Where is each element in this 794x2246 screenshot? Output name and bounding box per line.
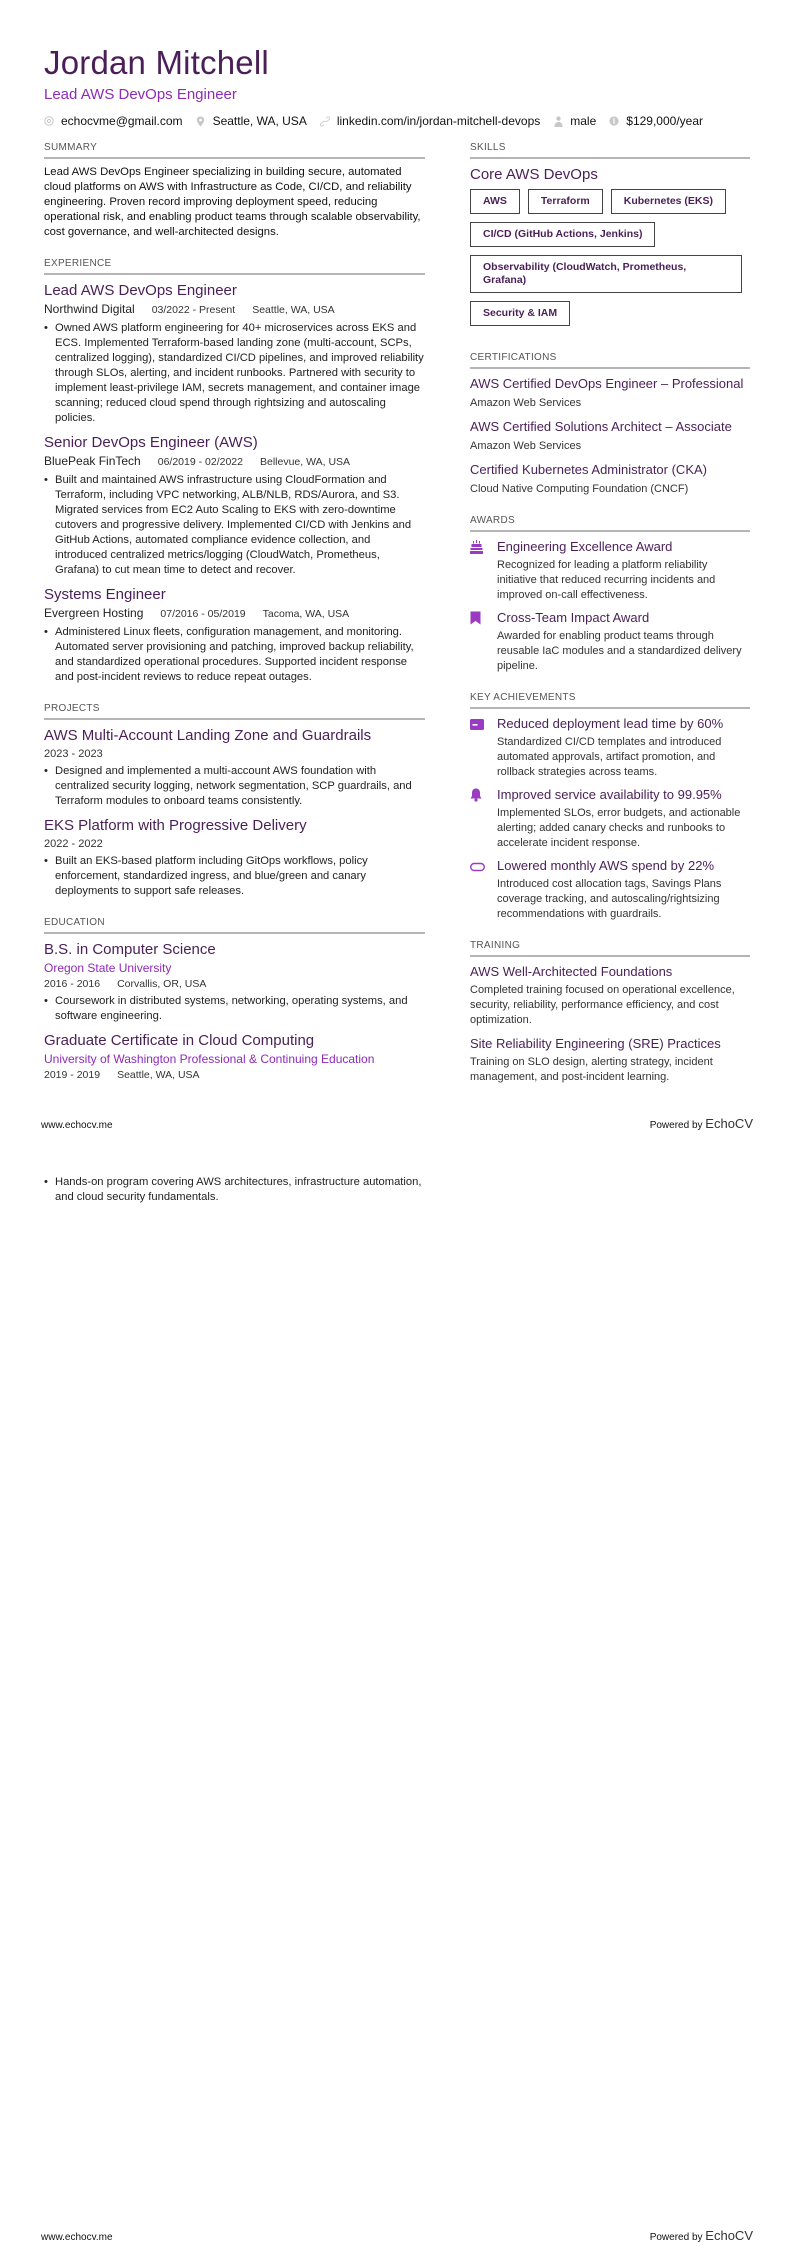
bullet-icon: •	[44, 855, 48, 867]
person-icon	[553, 116, 563, 126]
education-heading: EDUCATION	[44, 917, 105, 928]
achievement-description: Introduced cost allocation tags, Savings Plans coverage tracking, and autoscaling/rightsizing recommendations with guardrails.	[497, 878, 722, 920]
contact-email[interactable]	[44, 114, 183, 128]
job-location: Seattle, WA, USA	[252, 304, 335, 316]
school-name: Oregon State University	[44, 961, 172, 975]
education-item	[44, 1031, 425, 1082]
bookmark-icon	[470, 609, 497, 674]
job-bullet	[44, 625, 425, 685]
at-icon	[44, 116, 54, 126]
certification-item	[470, 418, 750, 454]
education-dates: 2016 - 2016	[44, 978, 101, 990]
section-divider	[44, 718, 425, 720]
brand-name[interactable]: EchoCV	[705, 1116, 753, 1131]
contact-salary	[609, 114, 703, 128]
bullet-text: Designed and implemented a multi-account AWS foundation with centralized security logging, network segmentation, SCP guardrails, and Terraform modules to onboard teams consistently.	[55, 765, 412, 807]
location-pin-icon	[196, 116, 206, 126]
job-dates: 03/2022 - Present	[151, 304, 236, 316]
bullet-icon: •	[44, 322, 48, 334]
job-location: Bellevue, WA, USA	[259, 456, 351, 468]
job-meta	[44, 606, 425, 622]
achievement-title: Reduced deployment lead time by 60%	[497, 716, 724, 731]
experience-section	[44, 258, 425, 685]
project-title: EKS Platform with Progressive Delivery	[44, 817, 307, 834]
powered-by	[650, 1116, 753, 1131]
award-item	[470, 609, 750, 674]
training-item	[470, 1035, 750, 1085]
projects-heading: PROJECTS	[44, 703, 100, 714]
training-item	[470, 963, 750, 1028]
job-meta	[44, 454, 425, 470]
skill-tag: Observability (CloudWatch, Prometheus, Grafana)	[470, 255, 742, 293]
achievement-item	[470, 857, 750, 922]
skill-tag: Terraform	[528, 189, 603, 214]
job-dates: 07/2016 - 05/2019	[160, 608, 246, 620]
contact-linkedin[interactable]	[320, 114, 540, 128]
education-location: Seattle, WA, USA	[117, 1069, 200, 1081]
bullet-icon: •	[44, 765, 48, 777]
card-icon	[470, 715, 497, 780]
job-dates: 06/2019 - 02/2022	[157, 456, 243, 468]
training-heading: TRAINING	[470, 940, 521, 951]
powered-by-label: Powered by	[649, 1120, 703, 1131]
bullet-icon: •	[44, 474, 48, 486]
certification-name: AWS Certified DevOps Engineer – Professional	[470, 376, 744, 391]
certifications-heading: CERTIFICATIONS	[470, 352, 557, 363]
certifications-section	[470, 352, 750, 497]
achievement-item	[470, 715, 750, 780]
job-title: Systems Engineer	[44, 586, 166, 603]
link-icon	[320, 116, 330, 126]
bullet-text: Administered Linux fleets, configuration management, and monitoring. Automated server provisioning and patching, improved backup reliability, and standardized operational procedures. Supported incident response and post-incident reviews to reduce repeat outages.	[55, 626, 414, 683]
achievement-description: Implemented SLOs, error budgets, and actionable alerting; added canary checks and runbooks to accelerate incident response.	[497, 807, 741, 849]
project-bullet	[44, 764, 425, 809]
section-divider	[44, 157, 425, 159]
certification-issuer: Amazon Web Services	[470, 440, 582, 452]
summary-section	[44, 142, 425, 240]
section-divider	[470, 530, 750, 532]
award-item	[470, 538, 750, 603]
company-name: Northwind Digital	[44, 302, 135, 316]
candidate-name: Jordan Mitchell	[44, 44, 269, 81]
skills-heading: SKILLS	[470, 142, 506, 153]
certification-name: AWS Certified Solutions Architect – Associate	[470, 419, 732, 434]
certification-issuer: Cloud Native Computing Foundation (CNCF)	[470, 483, 689, 495]
page-footer	[41, 2228, 753, 2243]
skill-tags	[470, 189, 750, 334]
project-title: AWS Multi-Account Landing Zone and Guardrails	[44, 727, 372, 744]
education-location: Corvallis, OR, USA	[117, 978, 207, 990]
footer-url[interactable]: www.echocv.me	[41, 2232, 113, 2243]
contact-gender	[553, 114, 596, 128]
bullet-text: Owned AWS platform engineering for 40+ microservices across EKS and ECS. Implemented Terraform-based landing zone (multi-account, SCPs, centralized logging), standardized CI/CD pipelines, and improved reliability through SLOs, alerting, and incident runbooks. Partnered with security to implement least-privilege IAM, secrets management, and container image scanning; reduced cloud spend through rightsizing and autoscaling policies.	[55, 322, 424, 424]
pill-outline-icon	[470, 857, 497, 922]
bullet-icon: •	[44, 626, 48, 638]
contact-salary-value: $129,000/year	[626, 114, 704, 128]
bullet-text: Built and maintained AWS infrastructure using CloudFormation and Terraform, including VPC networking, ALB/NLB, RDS/Aurora, and S3. Migrated services from EC2 Auto Scaling to EKS with zero-downtime cutovers and progressive delivery. Implemented CI/CD with Jenkins and GitHub Actions, automated compliance evidence collection, and introduced centralized metrics/logging (CloudWatch, Prometheus, Grafana) to cut mean time to detect and recover.	[55, 474, 412, 576]
skills-section	[470, 142, 750, 334]
summary-heading: SUMMARY	[44, 142, 98, 153]
contact-linkedin-value: linkedin.com/in/jordan-mitchell-devops	[336, 114, 541, 128]
award-title: Cross-Team Impact Award	[497, 610, 650, 625]
bullet-icon: •	[44, 1176, 48, 1188]
job-meta	[44, 302, 425, 318]
salary-icon	[609, 116, 619, 126]
certification-item	[470, 461, 750, 497]
skill-tag: AWS	[470, 189, 520, 214]
job-location: Tacoma, WA, USA	[262, 608, 350, 620]
summary-text: Lead AWS DevOps Engineer specializing in building secure, automated cloud platforms on AWS with Infrastructure as Code, CI/CD, and reliability engineering. Proven record improving deployment speed, reducing operational risk, and enabling product teams through scalable observability, cost governance, and well-architected designs.	[44, 166, 421, 238]
training-section	[470, 940, 750, 1085]
skill-tag: Security & IAM	[470, 301, 570, 326]
resume-header	[44, 44, 764, 128]
training-name: AWS Well-Architected Foundations	[470, 964, 673, 979]
awards-section	[470, 515, 750, 674]
bullet-text: Coursework in distributed systems, networking, operating systems, and software engineering.	[55, 995, 408, 1022]
achievement-item	[470, 786, 750, 851]
training-description: Completed training focused on operational excellence, security, reliability, performance efficiency, and cost optimization.	[470, 984, 735, 1026]
cake-icon	[470, 538, 497, 603]
award-description: Recognized for leading a platform reliability initiative that reduced recurring incidents and improved on-call effectiveness.	[497, 559, 716, 601]
section-divider	[470, 955, 750, 957]
job-title: Lead AWS DevOps Engineer	[44, 282, 237, 299]
education-dates: 2019 - 2019	[44, 1069, 101, 1081]
experience-heading: EXPERIENCE	[44, 258, 112, 269]
award-title: Engineering Excellence Award	[497, 539, 673, 554]
achievement-title: Improved service availability to 99.95%	[497, 787, 722, 802]
experience-item	[44, 433, 425, 578]
page-footer	[41, 1116, 753, 1131]
education-bullet	[44, 994, 425, 1024]
education-item	[44, 940, 425, 1024]
certification-item	[470, 375, 750, 411]
education-bullet	[44, 1175, 425, 1205]
award-description: Awarded for enabling product teams through reusable IaC modules and a standardized delivery pipeline.	[497, 630, 742, 672]
experience-item	[44, 585, 425, 685]
school-name: University of Washington Professional & Continuing Education	[44, 1052, 375, 1066]
company-name: BluePeak FinTech	[44, 454, 141, 468]
project-item	[44, 726, 425, 809]
education-meta	[44, 977, 425, 991]
project-dates: 2023 - 2023	[44, 748, 103, 760]
experience-item	[44, 281, 425, 426]
contact-email-value: echocvme@gmail.com	[61, 114, 183, 128]
project-bullet	[44, 854, 425, 899]
left-column	[44, 142, 425, 1100]
bullet-text: Hands-on program covering AWS architectures, infrastructure automation, and cloud security fundamentals.	[55, 1176, 422, 1203]
section-divider	[44, 273, 425, 275]
training-name: Site Reliability Engineering (SRE) Practices	[470, 1036, 721, 1051]
job-title: Senior DevOps Engineer (AWS)	[44, 434, 258, 451]
degree-title: B.S. in Computer Science	[44, 941, 216, 958]
education-section	[44, 917, 425, 1082]
training-description: Training on SLO design, alerting strategy, incident management, and post-incident learning.	[470, 1056, 713, 1083]
job-bullet	[44, 321, 425, 426]
right-column	[470, 142, 750, 1103]
powered-by-label: Powered by	[649, 2232, 703, 2243]
overflow-content	[44, 1172, 425, 1205]
skill-tag: Kubernetes (EKS)	[611, 189, 726, 214]
powered-by	[650, 2228, 753, 2243]
degree-title: Graduate Certificate in Cloud Computing	[44, 1032, 315, 1049]
contact-location	[196, 114, 307, 128]
achievement-title: Lowered monthly AWS spend by 22%	[497, 858, 715, 873]
achievement-description: Standardized CI/CD templates and introduced automated approvals, artifact promotion, and rollback strategies across teams.	[497, 736, 722, 778]
certification-issuer: Amazon Web Services	[470, 397, 582, 409]
projects-section	[44, 703, 425, 899]
project-item	[44, 816, 425, 899]
achievements-heading: KEY ACHIEVEMENTS	[470, 692, 576, 703]
section-divider	[470, 157, 750, 159]
bullet-icon: •	[44, 995, 48, 1007]
section-divider	[470, 367, 750, 369]
footer-url[interactable]: www.echocv.me	[41, 1120, 113, 1131]
contact-location-value: Seattle, WA, USA	[212, 114, 307, 128]
project-dates: 2022 - 2022	[44, 838, 103, 850]
education-meta	[44, 1068, 425, 1082]
job-bullet	[44, 473, 425, 578]
contact-gender-value: male	[570, 114, 597, 128]
section-divider	[470, 707, 750, 709]
contact-bar	[44, 114, 764, 128]
achievements-section	[470, 692, 750, 922]
company-name: Evergreen Hosting	[44, 606, 144, 620]
brand-name[interactable]: EchoCV	[705, 2228, 753, 2243]
candidate-role: Lead AWS DevOps Engineer	[44, 86, 237, 103]
certification-name: Certified Kubernetes Administrator (CKA)	[470, 462, 707, 477]
section-divider	[44, 932, 425, 934]
skill-group-title: Core AWS DevOps	[470, 166, 598, 183]
skill-tag: CI/CD (GitHub Actions, Jenkins)	[470, 222, 655, 247]
awards-heading: AWARDS	[470, 515, 515, 526]
bell-icon	[470, 786, 497, 851]
bullet-text: Built an EKS-based platform including GitOps workflows, policy enforcement, standardized ingress, and blue/green and canary deployments to support safe releases.	[55, 855, 368, 897]
